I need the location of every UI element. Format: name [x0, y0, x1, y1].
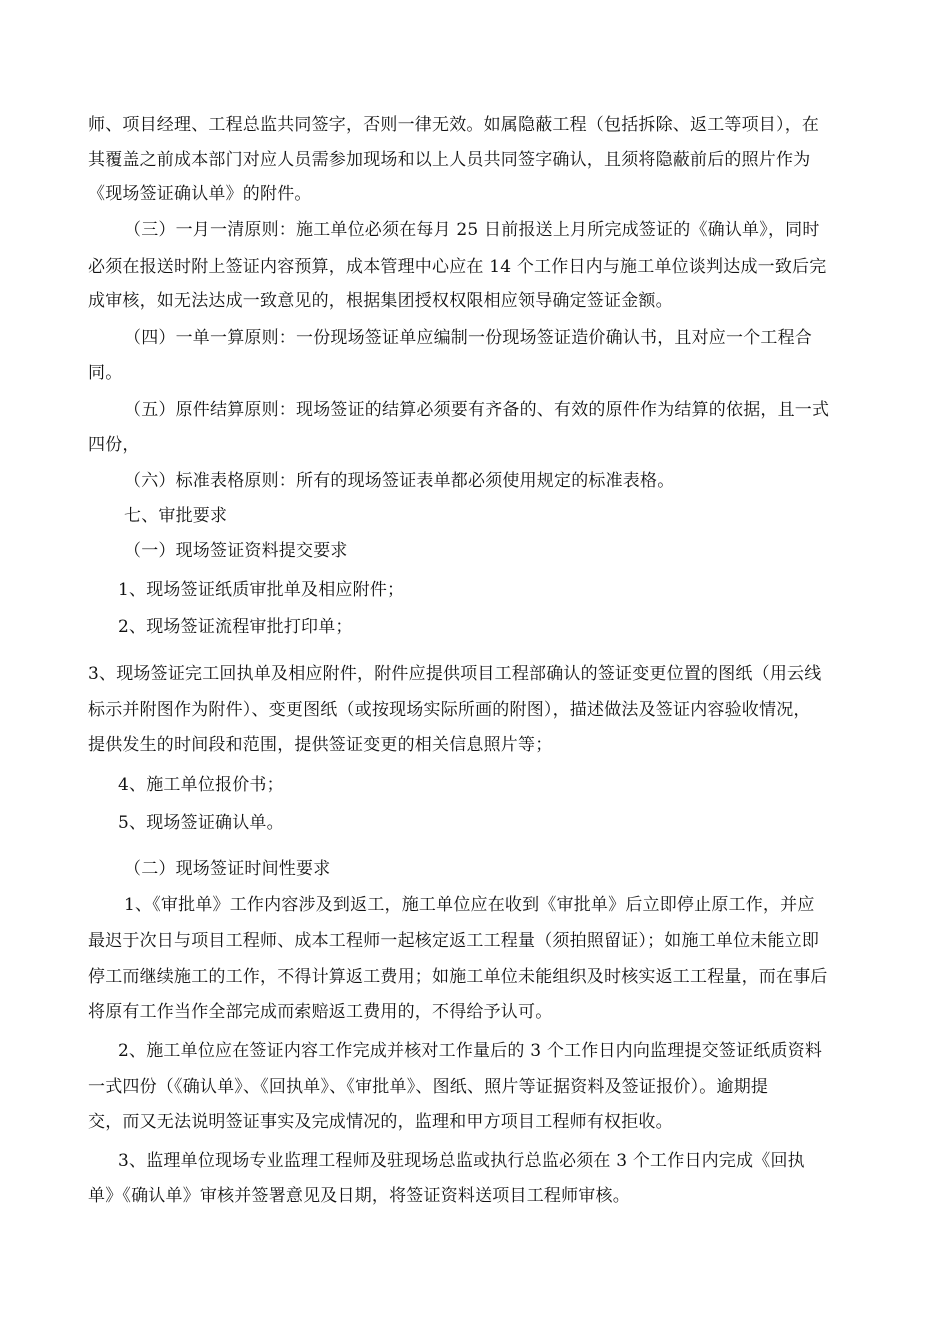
paragraph-line: 成审核，如无法达成一致意见的，根据集团授权权限相应领导确定签证金额。: [88, 291, 673, 311]
list-item: 3、现场签证完工回执单及相应附件，附件应提供项目工程部确认的签证变更位置的图纸（用云线: [88, 664, 822, 684]
paragraph-line: 师、项目经理、工程总监共同签字，否则一律无效。如属隐蔽工程（包括拆除、返工等项目），在: [88, 115, 820, 135]
paragraph-line: 将原有工作当作全部完成而索赔返工费用的，不得给予认可。: [88, 1002, 553, 1022]
list-item: 1、现场签证纸质审批单及相应附件；: [118, 580, 405, 600]
paragraph-line: 四份，: [88, 435, 140, 455]
list-item: 3、监理单位现场专业监理工程师及驻现场总监或执行总监必须在 3 个工作日内完成《回执: [118, 1151, 805, 1171]
list-item: 1、《审批单》工作内容涉及到返工，施工单位应在收到《审批单》后立即停止原工作，并应: [124, 895, 815, 915]
paragraph-line: 一式四份（《确认单》、《回执单》、《审批单》、图纸、照片等证据资料及签证报价）。逾期提: [88, 1077, 769, 1097]
paragraph-line: （三）一月一清原则：施工单位必须在每月 25 日前报送上月所完成签证的《确认单》，同时: [124, 220, 820, 240]
list-item: 2、现场签证流程审批打印单；: [118, 617, 353, 637]
paragraph-line: 《现场签证确认单》的附件。: [88, 184, 312, 204]
paragraph-line: 其覆盖之前成本部门对应人员需参加现场和以上人员共同签字确认，且须将隐蔽前后的照片作为: [88, 150, 811, 170]
paragraph-line: 交，而又无法说明签证事实及完成情况的，监理和甲方项目工程师有权拒收。: [88, 1112, 673, 1132]
paragraph-line: （四）一单一算原则：一份现场签证单应编制一份现场签证造价确认书，且对应一个工程合: [124, 328, 812, 348]
list-item: 4、施工单位报价书；: [118, 775, 284, 795]
list-item: 2、施工单位应在签证内容工作完成并核对工作量后的 3 个工作日内向监理提交签证纸质资料: [118, 1041, 823, 1061]
paragraph-line: （六）标准表格原则：所有的现场签证表单都必须使用规定的标准表格。: [124, 471, 675, 491]
paragraph-line: 最迟于次日与项目工程师、成本工程师一起核定返工工程量（须拍照留证）；如施工单位未能立即: [88, 931, 820, 951]
section-heading: 七、审批要求: [124, 506, 228, 526]
subsection-heading: （一）现场签证资料提交要求: [124, 541, 348, 561]
paragraph-line: 停工而继续施工的工作，不得计算返工费用；如施工单位未能组织及时核实返工工程量，而在事后: [88, 967, 828, 987]
paragraph-line: （五）原件结算原则：现场签证的结算必须要有齐备的、有效的原件作为结算的依据，且一式: [124, 400, 830, 420]
subsection-heading: （二）现场签证时间性要求: [124, 859, 331, 879]
list-item: 5、现场签证确认单。: [118, 813, 284, 833]
paragraph-line: 标示并附图作为附件）、变更图纸（或按现场实际所画的附图），描述做法及签证内容验收情况，: [88, 700, 811, 720]
paragraph-line: 同。: [88, 363, 123, 383]
paragraph-line: 必须在报送时附上签证内容预算，成本管理中心应在 14 个工作日内与施工单位谈判达成一致后完: [88, 257, 827, 277]
paragraph-line: 提供发生的时间段和范围，提供签证变更的相关信息照片等；: [88, 735, 553, 755]
paragraph-line: 单》《确认单》审核并签署意见及日期，将签证资料送项目工程师审核。: [88, 1186, 630, 1206]
